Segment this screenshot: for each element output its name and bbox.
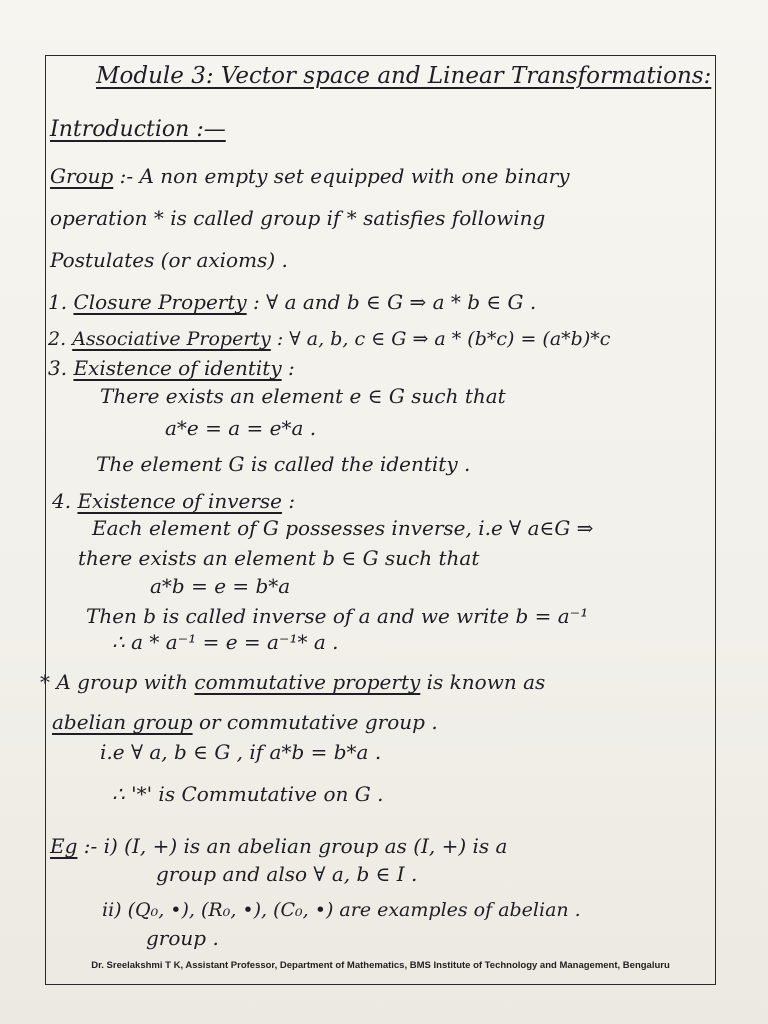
axiom-closure <box>48 290 536 314</box>
axiom-name: Associative Property <box>72 328 271 350</box>
abelian-suffix: is known as <box>426 670 546 694</box>
identity-line-3: The element G is called the identity . <box>96 452 471 476</box>
abelian-line-1 <box>40 670 545 694</box>
abelian-line-2-rest: or commutative group . <box>198 710 438 734</box>
inverse-line-2: there exists an element b ∈ G such that <box>78 546 480 570</box>
axiom-name: Existence of identity <box>73 356 282 380</box>
inverse-equation: a*b = e = b*a <box>150 574 291 598</box>
examples-line-2: group and also ∀ a, b ∈ I . <box>156 862 418 886</box>
term-commutative-property: commutative property <box>194 670 421 694</box>
group-definition-line-2: operation * is called group if * satisfies following <box>50 206 546 230</box>
abelian-condition: i.e ∀ a, b ∈ G , if a*b = b*a . <box>100 740 382 764</box>
examples-line-4: group . <box>146 926 219 950</box>
axiom-number: 4. <box>52 489 72 513</box>
axiom-number: 3. <box>48 356 68 380</box>
group-definition-line-1 <box>50 164 570 188</box>
inverse-line-4: Then b is called inverse of a and we write b = a⁻¹ <box>86 604 589 628</box>
term-eg: Eg <box>50 834 78 858</box>
examples-line-1 <box>50 834 507 858</box>
group-definition-line-3: Postulates (or axioms) . <box>50 248 288 272</box>
example-1-text: :- i) (I, +) is an abelian group as (I, +) is a <box>83 834 508 858</box>
axiom-statement: : <box>288 489 296 513</box>
identity-line-1: There exists an element e ∈ G such that <box>100 384 506 408</box>
inverse-line-1: Each element of G possesses inverse, i.e ∀ a∈G ⇒ <box>92 516 594 540</box>
identity-equation: a*e = a = e*a . <box>165 416 317 440</box>
axiom-associative <box>48 327 610 351</box>
axiom-inverse <box>52 489 295 513</box>
abelian-line-2 <box>52 710 438 734</box>
abelian-prefix: * A group with <box>40 670 189 694</box>
axiom-statement: : ∀ a, b, c ∈ G ⇒ a * (b*c) = (a*b)*c <box>276 328 611 350</box>
axiom-statement: : <box>288 356 295 380</box>
section-heading-introduction: Introduction :— <box>50 117 226 142</box>
abelian-conclusion: ∴ '*' is Commutative on G . <box>112 782 384 806</box>
page-title: Module 3: Vector space and Linear Transformations: <box>96 63 712 89</box>
axiom-identity <box>48 356 295 380</box>
axiom-number: 2. <box>48 328 67 350</box>
term-group: Group <box>50 164 114 188</box>
examples-line-3: ii) (Q₀, •), (R₀, •), (C₀, •) are examples of abelian . <box>102 899 581 921</box>
inverse-conclusion: ∴ a * a⁻¹ = e = a⁻¹* a . <box>112 630 339 654</box>
axiom-name: Existence of inverse <box>77 489 283 513</box>
axiom-number: 1. <box>48 290 68 314</box>
axiom-name: Closure Property <box>73 290 247 314</box>
group-definition-text: :- A non empty set equipped with one binary <box>119 164 570 188</box>
term-abelian-group: abelian group <box>52 710 193 734</box>
page-footer: Dr. Sreelakshmi T K, Assistant Professor, Department of Mathematics, BMS Institute of Technology and Management, Bengaluru <box>91 960 670 971</box>
axiom-statement: : ∀ a and b ∈ G ⇒ a * b ∈ G . <box>253 290 537 314</box>
